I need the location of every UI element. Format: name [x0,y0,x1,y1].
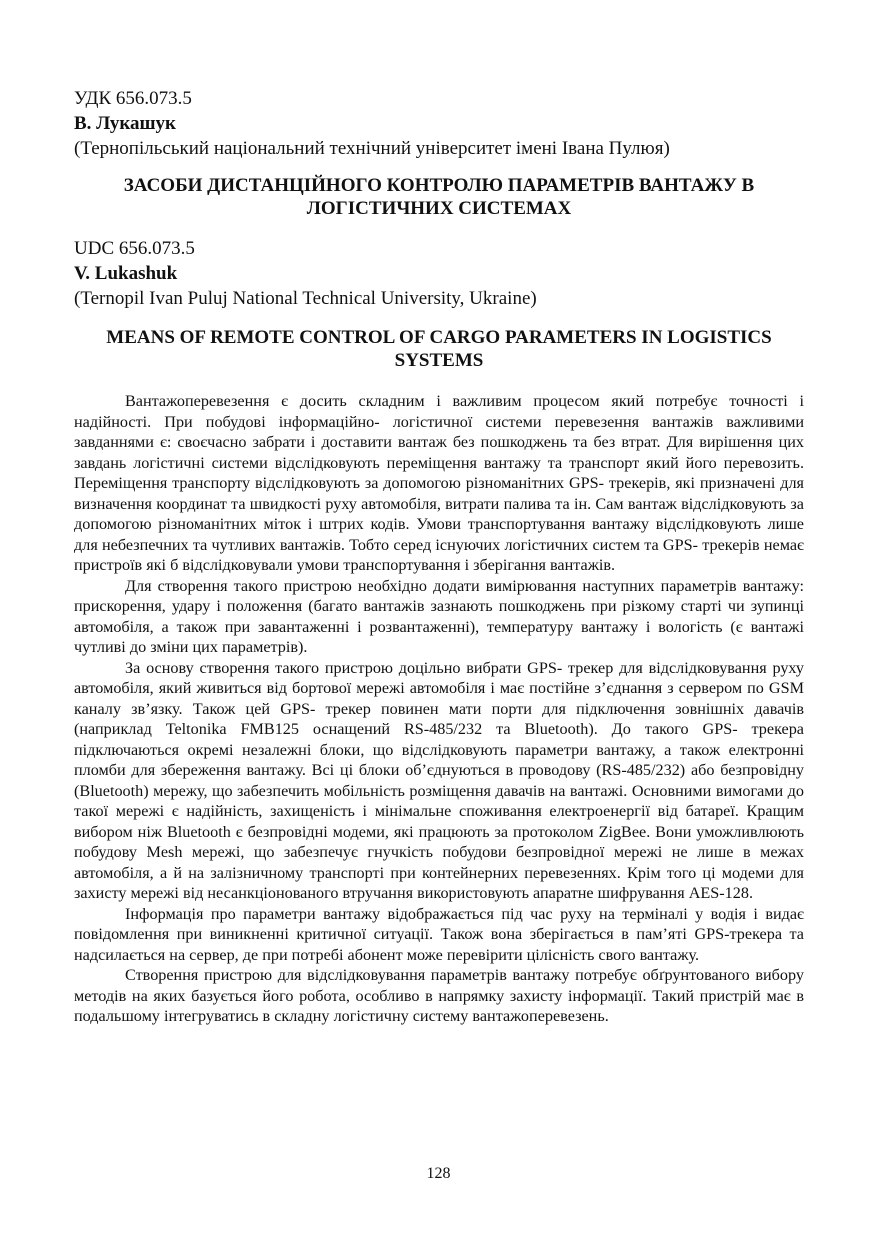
author-name-en: V. Lukashuk [74,263,178,284]
paper-title-ua: ЗАСОБИ ДИСТАНЦІЙНОГО КОНТРОЛЮ ПАРАМЕТРІВ ВАНТАЖУ В ЛОГІСТИЧНИХ СИСТЕМАХ [123,175,755,219]
body-paragraph: За основу створення такого пристрою доцільно вибрати GPS- трекер для відслідковування руху автомобіля, який живиться від бортової мережі автомобіля і має постійне з’єднання з сервером по GSM каналу зв’язку. Також цей GPS- трекер повинен мати порти для підключення зовнішніх давачів (наприклад Teltonika FMB125 оснащений RS-485/232 та Bluetooth). До такого GPS- трекера підключаються окремі незалежні блоки, що відслідковують параметри вантажу, а також електронні пломби для збереження вантажу. Всі ці блоки об’єднуються в проводову (RS-485/232) або безпровідну (Bluetooth) мережу, що забезпечить мобільність розміщення давачів на вантажі. Основними вимогами до такої мережі є надійність, захищеність і мінімальне споживання електроенергії від батареї. Кращим вибором ніж Bluetooth є безпровідні модеми, які працюють за протоколом ZigBee. Вони уможливлюють побудову Mesh мережі, що забезпечує гнучкість побудови безпровідної мережі не лише в межах автомобіля, а й на залізничному транспорті при контейнерних перевезеннях. Крім того ці модеми для захисту мережі від несанкціонованого втручання використовують апаратне шифрування AES-128. [74,658,804,902]
author-affiliation-en: (Ternopil Ivan Puluj National Technical University, Ukraine) [74,288,537,309]
article-body [74,391,804,1027]
author-affiliation-ua: (Тернопільський національний технічний університет імені Івана Пулюя) [74,138,670,159]
author-name-ua: В. Лукашук [74,113,177,134]
page-content [74,86,804,1027]
body-paragraph: Вантажоперевезення є досить складним і важливим процесом який потребує точності і надійності. При побудові інформаційно- логістичної системи перевезення вантажів важливими завданнями є: своєчасно забрати і доставити вантаж без пошкоджень та без втрат. Для вирішення цих завдань логістичні системи відслідковують переміщення вантажу та транспорт який його перевозить. Переміщення транспорту відслідковують за допомогою різноманітних GPS- трекерів, які призначені для визначення координат та швидкості руху автомобіля, витрати палива та ін. Сам вантаж відслідковують за допомогою різноманітних міток і штрих кодів. Умови транспортування вантажу відслідковують лише для небезпечних та чутливих вантажів. Тобто серед існуючих логістичних систем та GPS- трекерів немає пристроїв які б відслідковували умови транспортування і зберігання вантажів. [74,392,804,574]
page-number: 128 [426,1165,451,1182]
udc-code-en: UDC 656.073.5 [74,238,195,259]
udk-code-ua: УДК 656.073.5 [74,88,192,109]
paper-title-en: MEANS OF REMOTE CONTROL OF CARGO PARAMETERS IN LOGISTICS SYSTEMS [106,327,772,371]
body-paragraph: Створення пристрою для відслідковування параметрів вантажу потребує обґрунтованого вибору методів на яких базується його робота, особливо в напрямку захисту інформації. Такий пристрій має в подальшому інтегруватись в складну логістичну систему вантажоперевезень. [74,966,804,1025]
body-paragraph: Для створення такого пристрою необхідно додати вимірювання наступних параметрів вантажу: прискорення, удару і положення (багато вантажів зазнають пошкоджень при різкому старті чи зупинці автомобіля, а також при завантаженні і розвантаженні), температуру вантажу і вологість (є вантажі чутливі до зміни цих параметрів). [74,576,804,656]
body-paragraph: Інформація про параметри вантажу відображається під час руху на терміналі у водія і видає повідомлення при виникненні критичної ситуації. Також вона зберігається в пам’яті GPS-трекера та надсилається на сервер, де при потребі абонент може перевірити цілісність свого вантажу. [74,904,804,964]
